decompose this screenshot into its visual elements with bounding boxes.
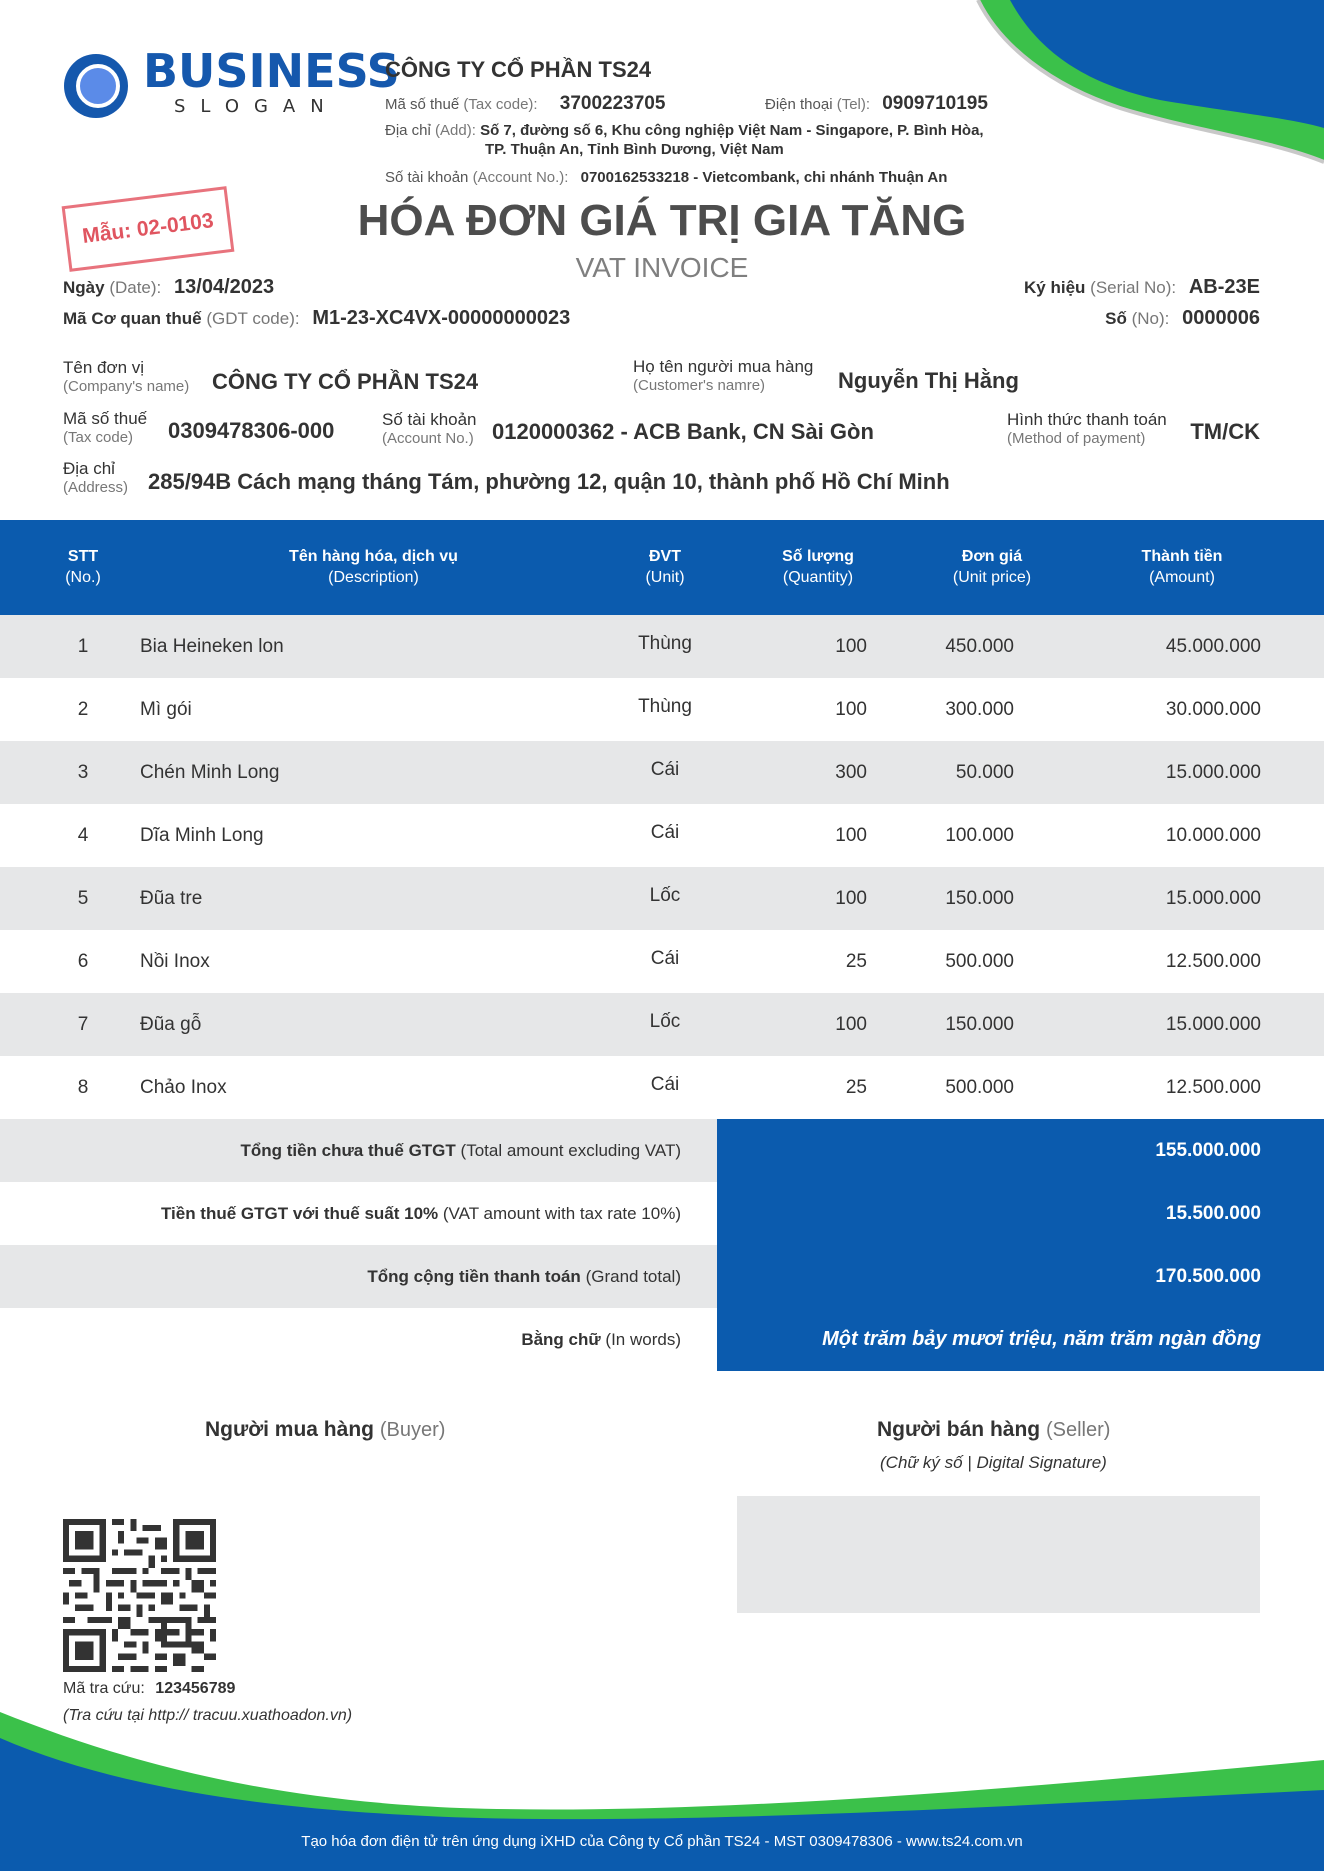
subtotal-label-en: (Total amount excluding VAT) <box>460 1140 681 1160</box>
seller-address-line2: TP. Thuận An, Tỉnh Bình Dương, Việt Nam <box>485 141 784 158</box>
seller-tax-label-en: (Tax code): <box>463 96 538 113</box>
col-header-quantity-en: (Quantity) <box>782 568 854 586</box>
col-header-no <box>0 520 166 615</box>
customer-label-en: (Customer's namre) <box>633 377 766 395</box>
subtotal-value: 155.000.000 <box>1155 1139 1261 1161</box>
row-description: Nồi Inox <box>140 950 210 972</box>
col-header-unit-price <box>887 520 1097 615</box>
col-header-unit-price-vi: Đơn giá <box>961 547 1023 565</box>
seller-account-label: Số tài khoản <box>385 169 469 186</box>
date-label-en: (Date): <box>109 278 162 297</box>
row-unit-price: 150.000 <box>945 887 1014 909</box>
row-unit: Thùng <box>638 632 692 654</box>
row-unit: Cái <box>650 821 680 843</box>
col-header-unit <box>581 520 749 615</box>
table-row <box>0 804 1324 867</box>
payment-method: TM/CK <box>1190 419 1260 444</box>
seller-phone-label: Điện thoại <box>765 96 833 113</box>
table-row <box>0 615 1324 678</box>
row-unit-price: 500.000 <box>945 950 1014 972</box>
invoice-no-line <box>1105 307 1260 330</box>
row-no: 8 <box>77 1076 89 1098</box>
row-quantity: 100 <box>835 887 867 909</box>
seller-account-line <box>385 169 947 186</box>
seller-account-label-en: (Account No.): <box>472 169 569 186</box>
invoice-date-line <box>63 276 274 299</box>
col-header-amount-en: (Amount) <box>1149 568 1215 586</box>
seller-tax-label: Mã số thuế <box>385 96 460 113</box>
col-header-quantity <box>749 520 887 615</box>
vat-label <box>0 1182 717 1245</box>
col-header-description <box>166 520 581 615</box>
buyer-signature-title-en: (Buyer) <box>379 1419 446 1441</box>
row-description: Đũa gỗ <box>140 1013 202 1035</box>
lookup-code-line <box>63 1680 235 1698</box>
buyer-company-label <box>63 358 189 396</box>
row-amount: 15.000.000 <box>1165 761 1261 783</box>
seller-company-name: CÔNG TY CỔ PHẦN TS24 <box>385 57 652 82</box>
vat-value: 15.500.000 <box>1165 1202 1261 1224</box>
customer-name: Nguyễn Thị Hằng <box>838 368 1019 393</box>
payment-label <box>1007 410 1167 448</box>
row-unit-price: 100.000 <box>945 824 1014 846</box>
buyer-tax-code: 0309478306-000 <box>168 418 335 443</box>
vat-label-en: (VAT amount with tax rate 10%) <box>442 1203 681 1223</box>
row-unit-price: 500.000 <box>945 1076 1014 1098</box>
invoice-date: 13/04/2023 <box>174 276 275 298</box>
seller-signature-title <box>877 1418 1110 1442</box>
row-amount: 45.000.000 <box>1165 635 1261 657</box>
row-quantity: 100 <box>835 824 867 846</box>
grand-total-value: 170.500.000 <box>1155 1265 1261 1287</box>
buyer-account-label <box>382 410 477 448</box>
row-quantity: 100 <box>835 1013 867 1035</box>
col-header-no-vi: STT <box>67 547 99 565</box>
row-unit: Thùng <box>638 695 692 717</box>
logo-icon-inner <box>78 66 118 106</box>
seller-signature-title-vi: Người bán hàng <box>877 1418 1041 1441</box>
gdt-code: M1-23-XC4VX-00000000023 <box>312 307 571 329</box>
date-label: Ngày <box>63 278 105 297</box>
in-words-label-en: (In words) <box>605 1329 681 1349</box>
buyer-account-label-en: (Account No.) <box>382 430 474 448</box>
row-quantity: 300 <box>835 761 867 783</box>
seller-signature-title-en: (Seller) <box>1045 1419 1111 1441</box>
row-quantity: 100 <box>835 635 867 657</box>
row-unit: Lốc <box>649 884 681 906</box>
buyer-account-label-vi: Số tài khoản <box>382 410 477 429</box>
gdt-label-en: (GDT code): <box>206 309 300 328</box>
col-header-description-vi: Tên hàng hóa, dịch vụ <box>289 547 458 565</box>
row-description: Chén Minh Long <box>140 761 280 783</box>
row-no: 7 <box>77 1013 89 1035</box>
buyer-tax-label-en: (Tax code) <box>63 429 134 447</box>
no-label: Số <box>1105 309 1127 328</box>
form-stamp: Mẫu: 02-0103 <box>62 186 235 272</box>
serial-line <box>1024 276 1260 299</box>
table-row <box>0 678 1324 741</box>
seller-address-label: Địa chỉ <box>385 122 431 139</box>
digital-signature-note <box>880 1453 1107 1473</box>
seller-address-line <box>385 122 984 139</box>
in-words-label-vi: Bằng chữ <box>521 1329 601 1349</box>
row-unit-price: 300.000 <box>945 698 1014 720</box>
row-quantity: 25 <box>845 1076 867 1098</box>
customer-label <box>633 357 813 395</box>
serial-label: Ký hiệu <box>1024 278 1086 297</box>
row-no: 2 <box>77 698 89 720</box>
digital-signature-note-en: Digital Signature) <box>976 1453 1107 1472</box>
row-unit-price: 50.000 <box>955 761 1014 783</box>
seller-tax-code: 3700223705 <box>559 93 666 114</box>
col-header-amount-vi: Thành tiền <box>1141 547 1223 565</box>
row-no: 3 <box>77 761 89 783</box>
row-unit-price: 450.000 <box>945 635 1014 657</box>
row-quantity: 100 <box>835 698 867 720</box>
col-header-description-en: (Description) <box>328 568 419 586</box>
buyer-company-label-en: (Company's name) <box>63 378 190 396</box>
seller-phone-label-en: (Tel): <box>836 96 871 113</box>
buyer-address-label-vi: Địa chỉ <box>63 459 115 478</box>
buyer-company: CÔNG TY CỔ PHẦN TS24 <box>212 369 479 394</box>
table-row <box>0 867 1324 930</box>
invoice-number: 0000006 <box>1182 307 1260 329</box>
row-description: Bia Heineken lon <box>140 635 284 657</box>
row-unit: Cái <box>650 758 680 780</box>
col-header-amount <box>1097 520 1267 615</box>
buyer-account: 0120000362 - ACB Bank, CN Sài Gòn <box>492 419 874 444</box>
row-amount: 15.000.000 <box>1165 1013 1261 1035</box>
lookup-note[interactable]: (Tra cứu tại http:// tracuu.xuathoadon.vn) <box>63 1707 353 1724</box>
row-no: 4 <box>77 824 89 846</box>
table-row <box>0 930 1324 993</box>
row-quantity: 25 <box>845 950 867 972</box>
grand-total-label <box>0 1245 717 1308</box>
signature-box <box>737 1496 1260 1613</box>
row-description: Mì gói <box>140 698 192 720</box>
row-no: 5 <box>77 887 89 909</box>
col-header-quantity-vi: Số lượng <box>782 547 854 565</box>
payment-label-vi: Hình thức thanh toán <box>1007 410 1167 429</box>
row-description: Chảo Inox <box>140 1076 227 1098</box>
row-amount: 10.000.000 <box>1165 824 1261 846</box>
buyer-address-label <box>63 459 128 497</box>
seller-address-line1: Số 7, đường số 6, Khu công nghiệp Việt Nam - Singapore, P. Bình Hòa, <box>480 122 984 139</box>
table-row <box>0 741 1324 804</box>
row-amount: 30.000.000 <box>1165 698 1261 720</box>
buyer-tax-label <box>63 409 147 447</box>
buyer-signature-title <box>205 1418 445 1442</box>
customer-label-vi: Họ tên người mua hàng <box>633 357 814 376</box>
row-amount: 12.500.000 <box>1165 950 1261 972</box>
col-header-unit-en: (Unit) <box>645 568 685 586</box>
buyer-address: 285/94B Cách mạng tháng Tám, phường 12, quận 10, thành phố Hồ Chí Minh <box>148 469 950 494</box>
row-description: Dĩa Minh Long <box>140 824 264 846</box>
row-no: 6 <box>77 950 89 972</box>
table-row <box>0 993 1324 1056</box>
row-unit: Cái <box>650 1073 680 1095</box>
grand-total-label-en: (Grand total) <box>585 1266 681 1286</box>
row-amount: 15.000.000 <box>1165 887 1261 909</box>
digital-signature-note-vi: (Chữ ký số | <box>880 1453 977 1472</box>
in-words-label <box>0 1308 717 1371</box>
row-unit-price: 150.000 <box>945 1013 1014 1035</box>
qr-code-icon <box>63 1519 216 1672</box>
lookup-code-label: Mã tra cứu: <box>63 1680 145 1697</box>
logo-name: BUSINESS <box>143 44 400 98</box>
no-label-en: (No): <box>1131 309 1170 328</box>
vat-label-vi: Tiền thuế GTGT với thuế suất 10% <box>160 1203 439 1223</box>
col-header-unit-vi: ĐVT <box>649 547 681 565</box>
subtotal-label <box>0 1119 717 1182</box>
seller-phone-line <box>765 93 988 115</box>
footer-text: Tạo hóa đơn điện tử trên ứng dụng iXHD của Công ty Cổ phần TS24 - MST 0309478306 - www.ts24.com.vn <box>301 1833 1023 1850</box>
buyer-company-label-vi: Tên đơn vị <box>63 358 145 377</box>
lookup-code: 123456789 <box>155 1680 236 1697</box>
col-header-unit-price-en: (Unit price) <box>952 568 1032 586</box>
buyer-address-label-en: (Address) <box>63 479 129 497</box>
in-words-value: Một trăm bảy mươi triệu, năm trăm ngàn đồng <box>822 1328 1261 1350</box>
serial-label-en: (Serial No): <box>1090 278 1177 297</box>
gdt-label: Mã Cơ quan thuế <box>63 309 202 328</box>
items-table-header <box>0 520 1324 615</box>
col-header-no-en: (No.) <box>65 568 101 586</box>
logo-slogan: SLOGAN <box>174 96 339 117</box>
serial-number: AB-23E <box>1188 276 1260 298</box>
row-amount: 12.500.000 <box>1165 1076 1261 1098</box>
row-no: 1 <box>77 635 89 657</box>
row-unit: Lốc <box>649 1010 681 1032</box>
seller-account: 0700162533218 - Vietcombank, chi nhánh Thuận An <box>580 169 948 186</box>
row-description: Đũa tre <box>140 887 203 909</box>
buyer-signature-title-vi: Người mua hàng <box>205 1418 374 1441</box>
invoice-subtitle: VAT INVOICE <box>575 252 749 283</box>
table-row <box>0 1056 1324 1119</box>
buyer-tax-label-vi: Mã số thuế <box>63 409 148 428</box>
payment-label-en: (Method of payment) <box>1007 430 1146 448</box>
seller-tax-line <box>385 93 665 115</box>
gdt-code-line <box>63 307 570 330</box>
seller-phone: 0909710195 <box>882 93 988 114</box>
row-unit: Cái <box>650 947 680 969</box>
seller-address-label-en: (Add): <box>435 122 476 139</box>
invoice-title: HÓA ĐƠN GIÁ TRỊ GIA TĂNG <box>357 196 967 245</box>
subtotal-label-vi: Tổng tiền chưa thuế GTGT <box>240 1140 456 1160</box>
grand-total-label-vi: Tổng cộng tiền thanh toán <box>367 1266 581 1286</box>
